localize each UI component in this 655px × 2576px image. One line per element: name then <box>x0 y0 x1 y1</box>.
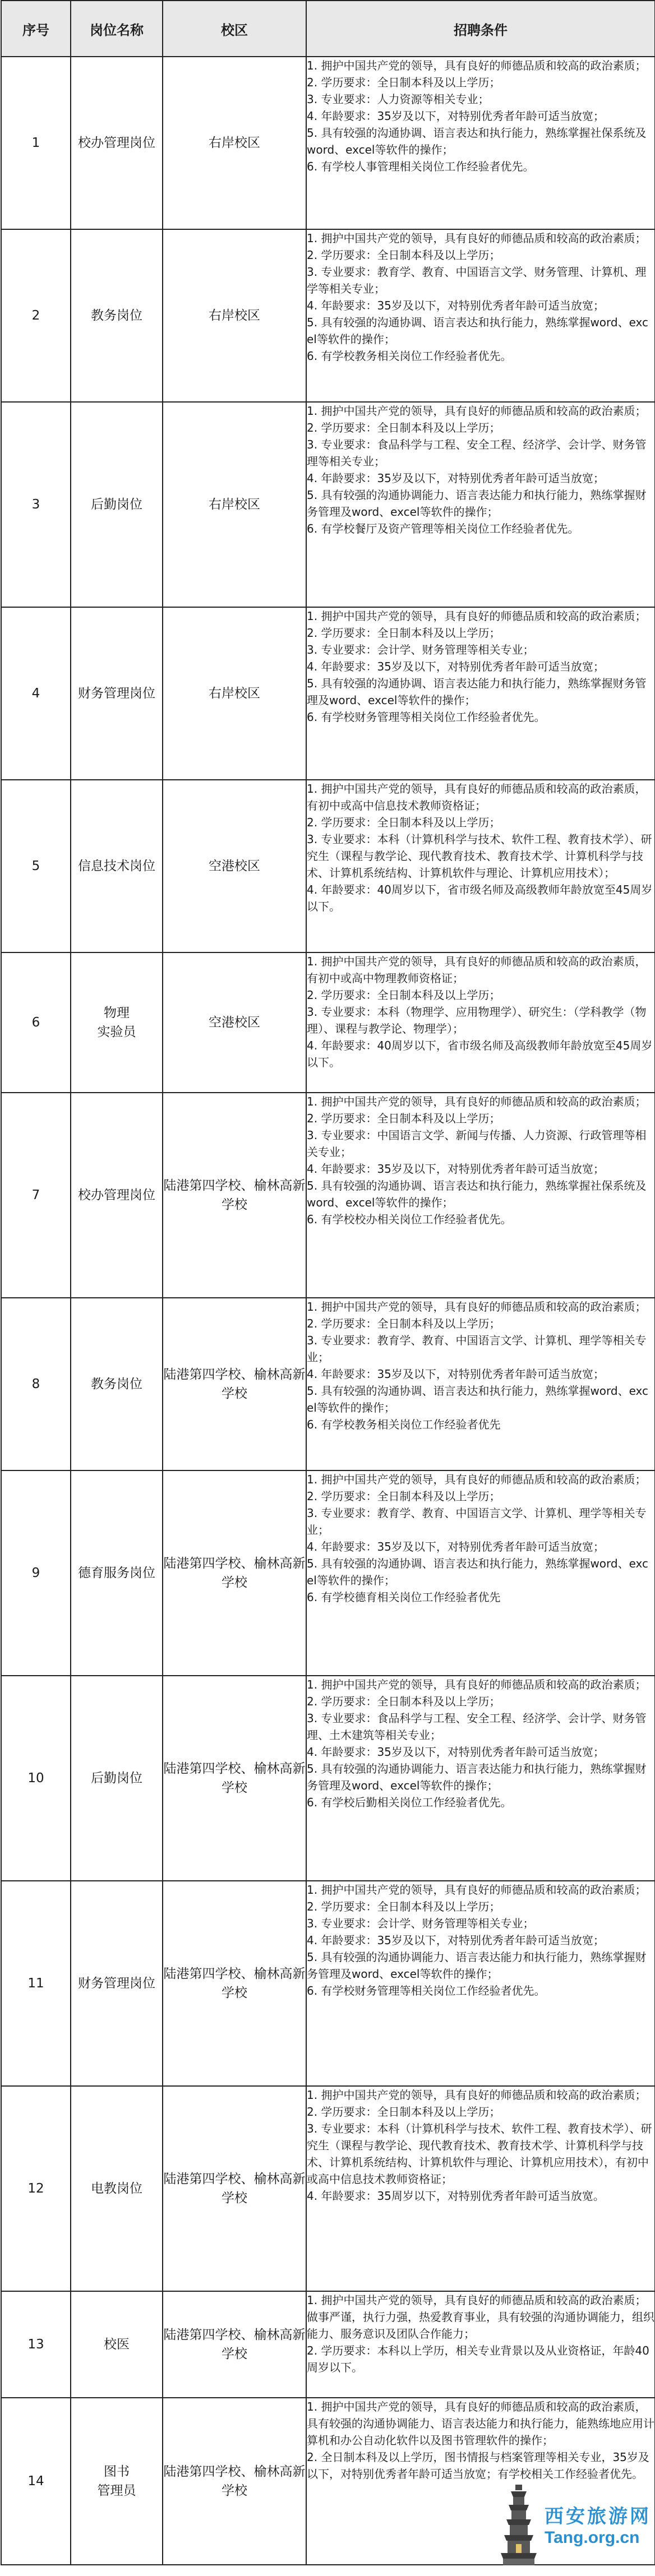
requirement-item: 2. 学历要求：全日制本科及以上学历； <box>307 988 501 1002</box>
requirement-item: 5. 具有较强的沟通协调能力、语言表达能力和执行能力，熟练掌握财务管理及word、excel等软件的操作； <box>307 488 647 519</box>
table-row <box>1 57 655 229</box>
row-campus: 陆港第四学校、榆林高新学校 <box>163 1093 306 1298</box>
row-requirements <box>306 1298 655 1470</box>
row-index: 9 <box>1 1470 71 1676</box>
requirement-item: 1. 拥护中国共产党的领导，具有良好的师德品质和较高的政治素质； <box>307 1095 647 1108</box>
row-campus: 陆港第四学校、榆林高新学校 <box>163 1676 306 1881</box>
row-campus: 右岸校区 <box>163 402 306 607</box>
requirement-item: 1. 拥护中国共产党的领导，具有良好的师德品质和较高的政治素质； <box>307 1300 647 1314</box>
row-position: 教务岗位 <box>71 229 163 402</box>
requirement-item: 3. 专业要求：食品科学与工程、安全工程、经济学、会计学、财务管理等相关专业； <box>307 438 647 468</box>
row-campus: 陆港第四学校、榆林高新学校 <box>163 2086 306 2291</box>
requirement-item: 4. 年龄要求：35岁及以下，对特别优秀者年龄可适当放宽； <box>307 1540 605 1553</box>
requirement-item: 4. 年龄要求：35岁及以下，对特别优秀者年龄可适当放宽； <box>307 109 605 123</box>
requirement-item: 6. 有学校校办相关岗位工作经验者优先。 <box>307 1213 512 1226</box>
row-index: 1 <box>1 57 71 229</box>
row-campus: 右岸校区 <box>163 607 306 780</box>
requirement-item: 2. 学历要求：全日制本科及以上学历； <box>307 76 501 89</box>
table-row <box>1 1676 655 1881</box>
requirement-item: 5. 具有较强的沟通协调、语言表达和执行能力，熟练掌握社保系统及word、excel等软件的操作； <box>307 126 647 156</box>
row-position: 财务管理岗位 <box>71 607 163 780</box>
watermark-title: 西安旅游网 <box>545 2506 651 2527</box>
requirement-item: 2. 学历要求：全日制本科及以上学历； <box>307 1695 501 1708</box>
row-campus: 空港校区 <box>163 780 306 952</box>
requirement-item: 6. 有学校德育相关岗位工作经验者优先 <box>307 1590 501 1604</box>
requirement-item: 2. 学历要求：全日制本科及以上学历； <box>307 1900 501 1913</box>
requirement-item: 5. 具有较强的沟通协调能力、语言表达能力和执行能力，熟练掌握财务管理及word、excel等软件的操作； <box>307 1950 647 1981</box>
row-requirements <box>306 1881 655 2086</box>
requirement-item: 2. 学历要求：全日制本科及以上学历； <box>307 1490 501 1503</box>
row-index: 3 <box>1 402 71 607</box>
requirement-item: 3. 专业要求：本科（物理学、应用物理学）、研究生：（学科教学（物理）、课程与教学论、物理学）； <box>307 1005 647 1035</box>
row-requirements <box>306 229 655 402</box>
row-index: 6 <box>1 952 71 1093</box>
row-index: 12 <box>1 2086 71 2291</box>
row-campus: 右岸校区 <box>163 229 306 402</box>
requirement-item: 1. 拥护中国共产党的领导，具有良好的师德品质和较高的政治素质； <box>307 1678 647 1691</box>
requirement-item: 3. 专业要求：会计学、财务管理等相关专业； <box>307 643 534 656</box>
table-row <box>1 2398 655 2565</box>
requirement-item: 1. 拥护中国共产党的领导，具有良好的师德品质和较高的政治素质； <box>307 1883 647 1897</box>
row-campus: 陆港第四学校、榆林高新学校 <box>163 1881 306 2086</box>
table-row <box>1 1298 655 1470</box>
requirement-item: 2. 学历要求：全日制本科及以上学历； <box>307 1317 501 1330</box>
requirement-item: 3. 专业要求：中国语言文学、新闻与传播、人力资源、行政管理等相关专业； <box>307 1129 647 1159</box>
table-row <box>1 2291 655 2398</box>
requirement-item: 4. 年龄要求：40周岁以下，省市级名师及高级教师年龄放宽至45周岁以下。 <box>307 883 653 913</box>
requirement-item: 1. 拥护中国共产党的领导，具有良好的师德品质和较高的政治素质； <box>307 59 647 72</box>
table-row <box>1 780 655 952</box>
row-index: 5 <box>1 780 71 952</box>
row-position: 校医 <box>71 2291 163 2398</box>
row-index: 4 <box>1 607 71 780</box>
row-position: 校办管理岗位 <box>71 57 163 229</box>
table-row <box>1 2086 655 2291</box>
row-requirements <box>306 1093 655 1298</box>
requirement-item: 6. 有学校教务相关岗位工作经验者优先 <box>307 1418 501 1431</box>
table-row <box>1 229 655 402</box>
row-position: 图书 管理员 <box>71 2398 163 2565</box>
table-row <box>1 1470 655 1676</box>
requirement-item: 3. 专业要求：食品科学与工程、安全工程、经济学、会计学、财务管理、土木建筑等相关专业； <box>307 1712 647 1742</box>
requirement-item: 4. 年龄要求：35岁及以下，对特别优秀者年龄可适当放宽； <box>307 1162 605 1176</box>
table-body <box>1 57 655 2565</box>
row-index: 14 <box>1 2398 71 2565</box>
row-campus: 陆港第四学校、榆林高新学校 <box>163 1470 306 1676</box>
table-row <box>1 1093 655 1298</box>
row-requirements <box>306 402 655 607</box>
row-requirements <box>306 952 655 1093</box>
requirement-item: 4. 年龄要求：35岁及以下，对特别优秀者年龄可适当放宽； <box>307 471 605 485</box>
watermark-url: Tang.org.cn <box>545 2528 640 2547</box>
row-index: 10 <box>1 1676 71 1881</box>
row-campus: 右岸校区 <box>163 57 306 229</box>
requirement-item: 1. 拥护中国共产党的领导，具有良好的师德品质和较高的政治素质； <box>307 404 647 418</box>
row-requirements <box>306 2291 655 2398</box>
row-campus: 空港校区 <box>163 952 306 1093</box>
header-index: 序号 <box>1 1 71 57</box>
requirement-item: 4. 年龄要求：35岁及以下，对特别优秀者年龄可适当放宽； <box>307 660 605 673</box>
requirement-item: 6. 有学校教务相关岗位工作经验者优先。 <box>307 349 512 363</box>
row-index: 7 <box>1 1093 71 1298</box>
row-position: 校办管理岗位 <box>71 1093 163 1298</box>
requirement-item: 4. 年龄要求：35岁及以下，对特别优秀者年龄可适当放宽； <box>307 1367 605 1381</box>
row-index: 13 <box>1 2291 71 2398</box>
requirement-item: 3. 专业要求：本科（计算机科学与技术、软件工程、教育技术学）、研究生（课程与教学论、现代教育技术、教育技术学、计算机科学与技术、计算机系统结构、计算机软件与理论、计算机应用技术）； <box>307 833 652 880</box>
requirement-item: 3. 专业要求：教育学、教育、中国语言文学、财务管理、计算机、理学等相关专业； <box>307 265 647 295</box>
requirement-item: 1. 拥护中国共产党的领导，具有良好的师德品质和较高的政治素质； <box>307 2088 647 2102</box>
requirement-item: 2. 学历要求：全日制本科及以上学历； <box>307 1112 501 1125</box>
requirement-item: 3. 专业要求：人力资源等相关专业； <box>307 93 490 106</box>
row-requirements <box>306 1676 655 1881</box>
requirement-item: 5. 具有较强的沟通协调、语言表达和执行能力，熟练掌握word、excel等软件的操作； <box>307 1384 649 1414</box>
requirement-item: 1. 拥护中国共产党的领导，具有良好的师德品质和较高的政治素质； <box>307 609 647 623</box>
requirement-item: 1. 拥护中国共产党的领导，具有良好的师德品质和较高的政治素质，具有较强的沟通协调能力、语言表达能力和执行能力，能熟练地应用计算机和办公自动化软件以及图书管理软件的操作； <box>307 2400 654 2447</box>
row-position: 信息技术岗位 <box>71 780 163 952</box>
requirement-item: 4. 年龄要求：35岁及以下，对特别优秀者年龄可适当放宽； <box>307 299 605 312</box>
requirement-item: 6. 有学校财务管理等相关岗位工作经验者优先。 <box>307 710 546 724</box>
requirement-item: 6. 有学校餐厅及资产管理等相关岗位工作经验者优先。 <box>307 522 579 535</box>
row-position: 教务岗位 <box>71 1298 163 1470</box>
row-campus: 陆港第四学校、榆林高新学校 <box>163 1298 306 1470</box>
header-position: 岗位名称 <box>71 1 163 57</box>
row-position: 财务管理岗位 <box>71 1881 163 2086</box>
row-requirements <box>306 57 655 229</box>
row-index: 8 <box>1 1298 71 1470</box>
requirement-item: 4. 年龄要求：35岁及以下，对特别优秀者年龄可适当放宽； <box>307 1745 605 1759</box>
requirement-item: 4. 年龄要求：35岁及以下，对特别优秀者年龄可适当放宽； <box>307 1934 605 1947</box>
row-position: 后勤岗位 <box>71 402 163 607</box>
requirement-item: 6. 有学校后勤相关岗位工作经验者优先。 <box>307 1796 512 1809</box>
requirement-item: 4. 年龄要求：40周岁以下，省市级名师及高级教师年龄放宽至45周岁以下。 <box>307 1039 653 1069</box>
requirement-item: 3. 专业要求：教育学、教育、中国语言文学、计算机、理学等相关专业； <box>307 1506 647 1537</box>
requirement-item: 1. 拥护中国共产党的领导，具有良好的师德品质和较高的政治素质；做事严谨，执行力强，热爱教育事业，具有较强的沟通协调能力，组织能力、服务意识及团队合作能力； <box>307 2293 654 2341</box>
requirement-item: 2. 学历要求：全日制本科及以上学历； <box>307 626 501 640</box>
row-requirements <box>306 780 655 952</box>
row-requirements <box>306 2086 655 2291</box>
requirement-item: 2. 学历要求：本科以上学历，相关专业背景以及从业资格证，年龄40周岁以下。 <box>307 2344 649 2374</box>
table-row <box>1 402 655 607</box>
requirement-item: 1. 拥护中国共产党的领导，具有良好的师德品质和较高的政治素质； <box>307 232 647 245</box>
requirement-item: 2. 全日制本科及以上学历，图书情报与档案管理等相关专业，35岁及以下，对特别优秀者年龄可适当放宽；有学校相关工作经验者优先。 <box>307 2450 649 2481</box>
header-campus: 校区 <box>163 1 306 57</box>
requirement-item: 6. 有学校财务管理等相关岗位工作经验者优先。 <box>307 1984 546 1997</box>
requirement-item: 1. 拥护中国共产党的领导，具有良好的师德品质和较高的政治素质，有初中或高中信息技术教师资格证； <box>307 782 647 812</box>
table-header-row <box>1 1 655 57</box>
requirement-item: 5. 具有较强的沟通协调、语言表达和执行能力，熟练掌握word、excel等软件的操作； <box>307 316 649 346</box>
requirement-item: 1. 拥护中国共产党的领导，具有良好的师德品质和较高的政治素质； <box>307 1473 647 1486</box>
requirement-item: 2. 学历要求：全日制本科及以上学历； <box>307 2105 501 2119</box>
row-campus: 陆港第四学校、榆林高新学校 <box>163 2398 306 2565</box>
requirement-item: 5. 具有较强的沟通协调能力、语言表达能力和执行能力，熟练掌握财务管理及word、excel等软件的操作； <box>307 1762 647 1792</box>
requirement-item: 3. 专业要求：本科（计算机科学与技术、软件工程、教育技术学）、研究生（课程与教学论、现代教育技术、教育技术学、计算机科学与技术、计算机系统结构、计算机软件与理论、计算机应用技术），有初中或高中信息技术教师资格证； <box>307 2122 652 2186</box>
requirement-item: 2. 学历要求：全日制本科及以上学历； <box>307 816 501 829</box>
requirement-item: 5. 具有较强的沟通协调、语言表达和执行能力，熟练掌握社保系统及word、excel等软件的操作； <box>307 1179 647 1209</box>
row-index: 2 <box>1 229 71 402</box>
row-campus: 陆港第四学校、榆林高新学校 <box>163 2291 306 2398</box>
requirement-item: 6. 有学校人事管理相关岗位工作经验者优先。 <box>307 160 534 173</box>
row-position: 电教岗位 <box>71 2086 163 2291</box>
row-position: 后勤岗位 <box>71 1676 163 1881</box>
recruitment-table <box>1 0 655 2565</box>
requirement-item: 2. 学历要求：全日制本科及以上学历； <box>307 421 501 434</box>
requirement-item: 2. 学历要求：全日制本科及以上学历； <box>307 248 501 262</box>
row-position: 物理 实验员 <box>71 952 163 1093</box>
row-requirements <box>306 607 655 780</box>
row-requirements <box>306 2398 655 2565</box>
row-index: 11 <box>1 1881 71 2086</box>
requirement-item: 1. 拥护中国共产党的领导，具有良好的师德品质和较高的政治素质，有初中或高中物理教师资格证； <box>307 955 647 985</box>
row-position: 德育服务岗位 <box>71 1470 163 1676</box>
requirement-item: 4. 年龄要求：35周岁以下，对特别优秀者年龄可适当放宽。 <box>307 2189 605 2203</box>
requirement-item: 3. 专业要求：教育学、教育、中国语言文学、计算机、理学等相关专业； <box>307 1334 647 1364</box>
header-requirements: 招聘条件 <box>306 1 655 57</box>
row-requirements <box>306 1470 655 1676</box>
requirement-item: 5. 具有较强的沟通协调、语言表达能力和执行能力，熟练掌握财务管理及word、excel等软件的操作； <box>307 677 647 707</box>
requirement-item: 5. 具有较强的沟通协调、语言表达和执行能力，熟练掌握word、excel等软件的操作； <box>307 1557 649 1587</box>
table-row <box>1 1881 655 2086</box>
requirement-item: 3. 专业要求：会计学、财务管理等相关专业； <box>307 1917 534 1930</box>
table-row <box>1 952 655 1093</box>
table-row <box>1 607 655 780</box>
